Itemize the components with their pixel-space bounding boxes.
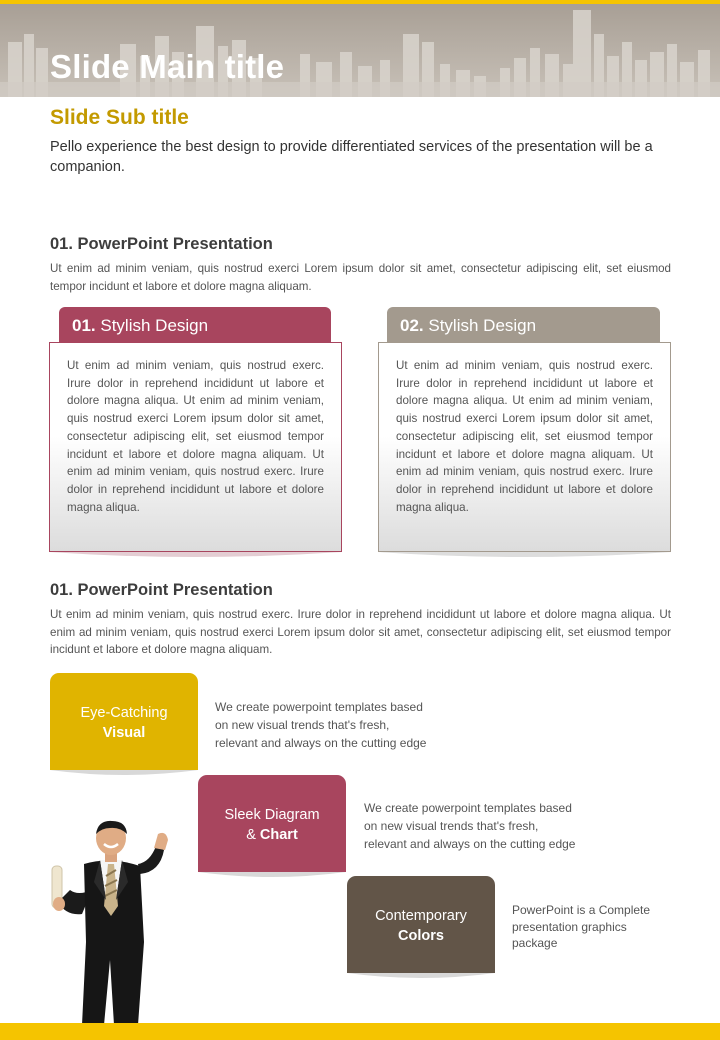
step-3-box — [347, 876, 495, 973]
card-2-label: Stylish Design — [428, 316, 537, 335]
step-1-box — [50, 673, 198, 770]
section-2-title: 01. PowerPoint Presentation — [50, 581, 273, 599]
section-1-text: Ut enim ad minim veniam, quis nostrud exerci Lorem ipsum dolor sit amet, consectetur adipiscing elit, set eiusmod tempor incidunt et labore et dolore magna aliquam. — [50, 262, 671, 293]
step-3-desc-line: PowerPoint is a Complete — [512, 903, 651, 917]
card-2-tab — [387, 307, 660, 343]
step-3-shadow — [347, 973, 495, 983]
step-3-desc-line: presentation graphics — [512, 919, 627, 934]
slide-sub-title: Slide Sub title — [50, 106, 189, 129]
card-2-number: 02. — [400, 316, 424, 335]
card-1-shadow — [49, 552, 342, 562]
step-3-description — [512, 902, 672, 952]
step-3-line1: Contemporary — [375, 908, 467, 924]
step-2-description — [364, 799, 624, 853]
step-2-line2: Chart — [259, 827, 298, 843]
section-1-title: 01. PowerPoint Presentation — [50, 235, 273, 253]
step-1-shadow — [50, 770, 198, 780]
step-2-desc-line: We create powerpoint templates based — [364, 801, 572, 815]
step-2-box — [198, 775, 346, 872]
step-1-line2: Visual — [102, 725, 146, 741]
step-1-desc-line: on new visual trends that's fresh, — [215, 718, 390, 732]
step-2-line2-prefix: & — [246, 827, 260, 843]
step-2-shadow — [198, 872, 346, 882]
card-2-text: Ut enim ad minim veniam, quis nostrud exerc. Irure dolor in reprehend incididunt ut labore et dolore magna aliqua. Ut enim ad minim veniam, quis nostrud exerci Lorem ipsum dolor sit amet, consectetur adipiscing elit, set eiusmod tempor incidunt et labore et dolore magna aliquam. Ut enim ad minim veniam, quis nostrud exerc. Irure dolor in reprehend incididunt ut labore et dolore magna aliqua. — [396, 359, 653, 514]
step-1-line1: Eye-Catching — [80, 705, 168, 721]
step-2-line1: Sleek Diagram — [224, 807, 320, 823]
step-2-desc-line: relevant and always on the cutting edge — [364, 837, 576, 851]
step-3-desc-line: package — [512, 936, 558, 950]
step-1-desc-line: We create powerpoint templates based — [215, 700, 423, 714]
card-1-tab — [59, 307, 331, 343]
slide-main-title: Slide Main title — [50, 48, 285, 85]
step-1-desc-line: relevant and always on the cutting edge — [215, 736, 427, 750]
step-1-description — [215, 698, 475, 752]
step-2-desc-line: on new visual trends that's fresh, — [364, 819, 539, 833]
header-banner — [0, 4, 720, 97]
card-2-shadow — [378, 552, 671, 562]
section-2-text: Ut enim ad minim veniam, quis nostrud exerc. Irure dolor in reprehend incididunt ut labore et dolore magna aliqua. Ut enim ad minim veniam, quis nostrud exerci Lorem ipsum dolor sit amet, consectetur adipiscing elit, set eiusmod tempor incidunt et labore et dolore magna aliquam. — [50, 608, 671, 656]
bottom-accent-bar — [0, 1023, 720, 1040]
card-1 — [49, 342, 342, 552]
intro-paragraph: Pello experience the best design to provide differentiated services of the presentation will be a companion. — [50, 139, 653, 175]
card-1-number: 01. — [72, 316, 96, 335]
card-1-text: Ut enim ad minim veniam, quis nostrud exerc. Irure dolor in reprehend incididunt ut labore et dolore magna aliqua. Ut enim ad minim veniam, quis nostrud exerci Lorem ipsum dolor sit amet, consectetur adipiscing elit, set eiusmod tempor incidunt et labore et dolore magna aliquam. Ut enim ad minim veniam, quis nostrud exerc. Irure dolor in reprehend incididunt ut labore et dolore magna aliqua. — [67, 359, 324, 514]
businessman-image — [48, 820, 178, 1025]
card-2 — [378, 342, 671, 552]
card-1-label: Stylish Design — [100, 316, 209, 335]
step-3-line2: Colors — [398, 928, 444, 944]
